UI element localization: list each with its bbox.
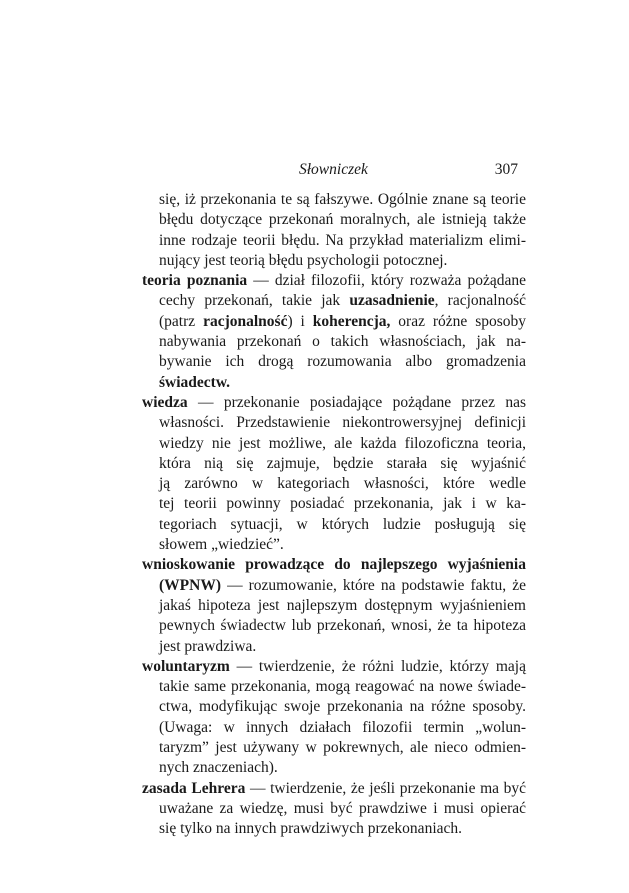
glossary-line: tegoriach sytuacji, w których ludzie posługują się <box>159 515 526 533</box>
glossary-line: ctwa, modyfikując swoje przekonania na różne sposoby. <box>159 698 526 716</box>
glossary-entry-zasada-lehrera: zasada Lehrera — twierdzenie, że jeśli przekonanie ma być <box>142 779 527 797</box>
glossary-entry-teoria-poznania: teoria poznania — dział filozofii, który rozważa pożądane <box>142 272 526 290</box>
glossary-entry-wiedza: wiedza — przekonanie posiadające pożądane przez nas <box>142 393 526 411</box>
cross-reference: koherencja, <box>312 312 391 330</box>
glossary-term: woluntaryzm <box>142 657 230 675</box>
glossary-line: (patrz racjonalność) i koherencja, oraz różne sposoby <box>159 312 527 330</box>
glossary-line: uważane za wiedzę, musi być prawdziwe i musi opierać <box>159 799 526 817</box>
glossary-line: taryzm” jest używany w pokrewnych, ale nieco odmien- <box>159 739 526 757</box>
glossary-line <box>142 373 526 393</box>
glossary-line: tej teorii powinny posiadać przekonania, jak i w ka- <box>159 495 526 513</box>
glossary-line: słowem „wiedzieć”. <box>159 536 284 554</box>
glossary-line: która nią się zajmuje, będzie starała się wyjaśnić <box>159 454 526 472</box>
glossary-line: jest prawdziwa. <box>159 637 257 655</box>
glossary-line: się tylko na innych prawdziwych przekonaniach. <box>159 820 463 838</box>
glossary-line: (WPNW) — rozumowanie, które na podstawie faktu, że <box>159 576 526 594</box>
glossary-line: (Uwaga: w innych działach filozofii termin „wolun- <box>159 718 526 736</box>
glossary-line: jakaś hipoteza jest najlepszym dostępnym wyjaśnieniem <box>159 596 526 614</box>
glossary-entry-woluntaryzm: woluntaryzm — twierdzenie, że różni ludzie, którzy mają <box>142 657 526 675</box>
glossary-term: teoria poznania <box>142 272 248 290</box>
glossary-line: nujący jest teorią błędu psychologii potocznej. <box>159 251 448 269</box>
glossary-term: wnioskowanie prowadzące do najlepszego wyjaśnienia <box>142 556 526 574</box>
glossary-line: inne rodzaje teorii błędu. Na przykład materializm elimi- <box>159 231 526 249</box>
glossary-line: wiedzy nie jest możliwe, ale każda filozoficzna teoria, <box>159 434 526 452</box>
glossary-term: wiedza <box>142 393 188 411</box>
glossary-line: błędu dotyczące przekonań moralnych, ale istnieją także <box>159 211 526 229</box>
cross-reference: świadectw. <box>159 373 231 391</box>
glossary-line: cechy przekonań, takie jak uzasadnienie, racjonalność <box>159 292 527 310</box>
glossary-entry-wnioskowanie <box>142 555 526 575</box>
glossary-term-abbreviation: (WPNW) <box>159 576 221 594</box>
glossary-line: nabywania przekonań o takich własnościach, jak na- <box>159 333 526 351</box>
glossary-line: takie same przekonania, mogą reagować na nowe świade- <box>159 678 526 696</box>
glossary-line: nych znaczeniach). <box>159 759 278 777</box>
cross-reference: uzasadnienie <box>349 292 435 310</box>
glossary-line: się, iż przekonania te są fałszywe. Ogólnie znane są teorie <box>159 191 526 208</box>
glossary-line: bywanie ich drogą rozumowania albo gromadzenia <box>159 353 526 371</box>
running-head <box>142 160 518 180</box>
glossary-term: zasada Lehrera <box>142 779 246 797</box>
glossary-line: ją zarówno w kategoriach własności, które wedle <box>159 475 526 493</box>
glossary-body <box>142 190 526 840</box>
page-number: 307 <box>494 161 518 178</box>
running-title: Słowniczek <box>299 161 368 178</box>
glossary-line: pewnych świadectw lub przekonań, wnosi, że ta hipoteza <box>159 617 526 635</box>
glossary-line: własności. Przedstawienie niekontrowersyjnej definicji <box>159 414 526 432</box>
cross-reference: racjonalność <box>203 312 288 330</box>
